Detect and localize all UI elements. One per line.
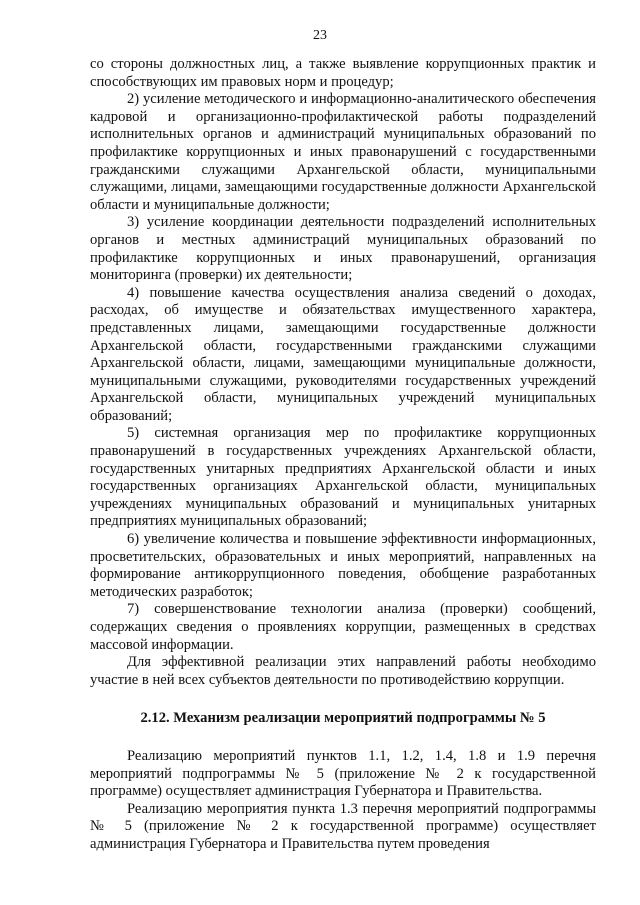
paragraph-item-2: 2) усиление методического и информационно-аналитического обеспечения кадровой и организационно-профилактической работы подразделений исполнительных органов и администраций муниципальных образований по профилактике коррупционных и иных правонарушений с государственными гражданскими служащими Архангельской области, муниципальными служащими, лицами, замещающими государственные должности Архангельской области и муниципальные должности; [90,91,596,213]
paragraph-implementation-1: Реализацию мероприятий пунктов 1.1, 1.2, 1.4, 1.8 и 1.9 перечня мероприятий подпрограммы № 5 (приложение № 2 к государственной программе) осуществляет администрация Губернатора и Правительства. [90,747,596,800]
page-number: 23 [313,28,327,43]
paragraph-item-3: 3) усиление координации деятельности подразделений исполнительных органов и местных администраций муниципальных образований по профилактике коррупционных и иных правонарушений, организация мониторинга (проверки) их деятельности; [90,214,596,284]
section-heading: 2.12. Механизм реализации мероприятий подпрограммы № 5 [140,710,546,727]
paragraph-item-5: 5) системная организация мер по профилактике коррупционных правонарушений в государственных учреждениях Архангельской области, государственных унитарных предприятиях Архангельской области и иных государственных организациях Архангельской области, муниципальных учреждениях муниципальных образований и муниципальных унитарных предприятиях муниципальных образований; [90,425,596,530]
paragraph-continuation: со стороны должностных лиц, а также выявление коррупционных практик и способствующих им правовых норм и процедур; [90,56,596,90]
paragraph-implementation-2: Реализацию мероприятия пункта 1.3 перечня мероприятий подпрограммы № 5 (приложение № 2 к государственной программе) осуществляет администрация Губернатора и Правительства путем проведения [90,800,596,852]
document-body [90,56,596,854]
paragraph-conclusion: Для эффективной реализации этих направлений работы необходимо участие в ней всех субъектов деятельности по противодействию коррупции. [90,654,596,688]
paragraph-item-7: 7) совершенствование технологии анализа (проверки) сообщений, содержащих сведения о проявлениях коррупции, размещенных в средствах массовой информации. [90,601,596,653]
paragraph-item-4: 4) повышение качества осуществления анализа сведений о доходах, расходах, об имуществе и обязательствах имущественного характера, представленных лицами, замещающими государственные должности Архангельской области, государственными гражданскими служащими Архангельской области, лицами, замещающими муниципальные должности, муниципальными служащими, руководителями государственных учреждений Архангельской области, муниципальных учреждений муниципальных образований; [90,284,596,424]
paragraph-item-6: 6) увеличение количества и повышение эффективности информационных, просветительских, образовательных и иных мероприятий, направленных на формирование антикоррупционного поведения, обобщение разработанных методических разработок; [90,531,596,600]
